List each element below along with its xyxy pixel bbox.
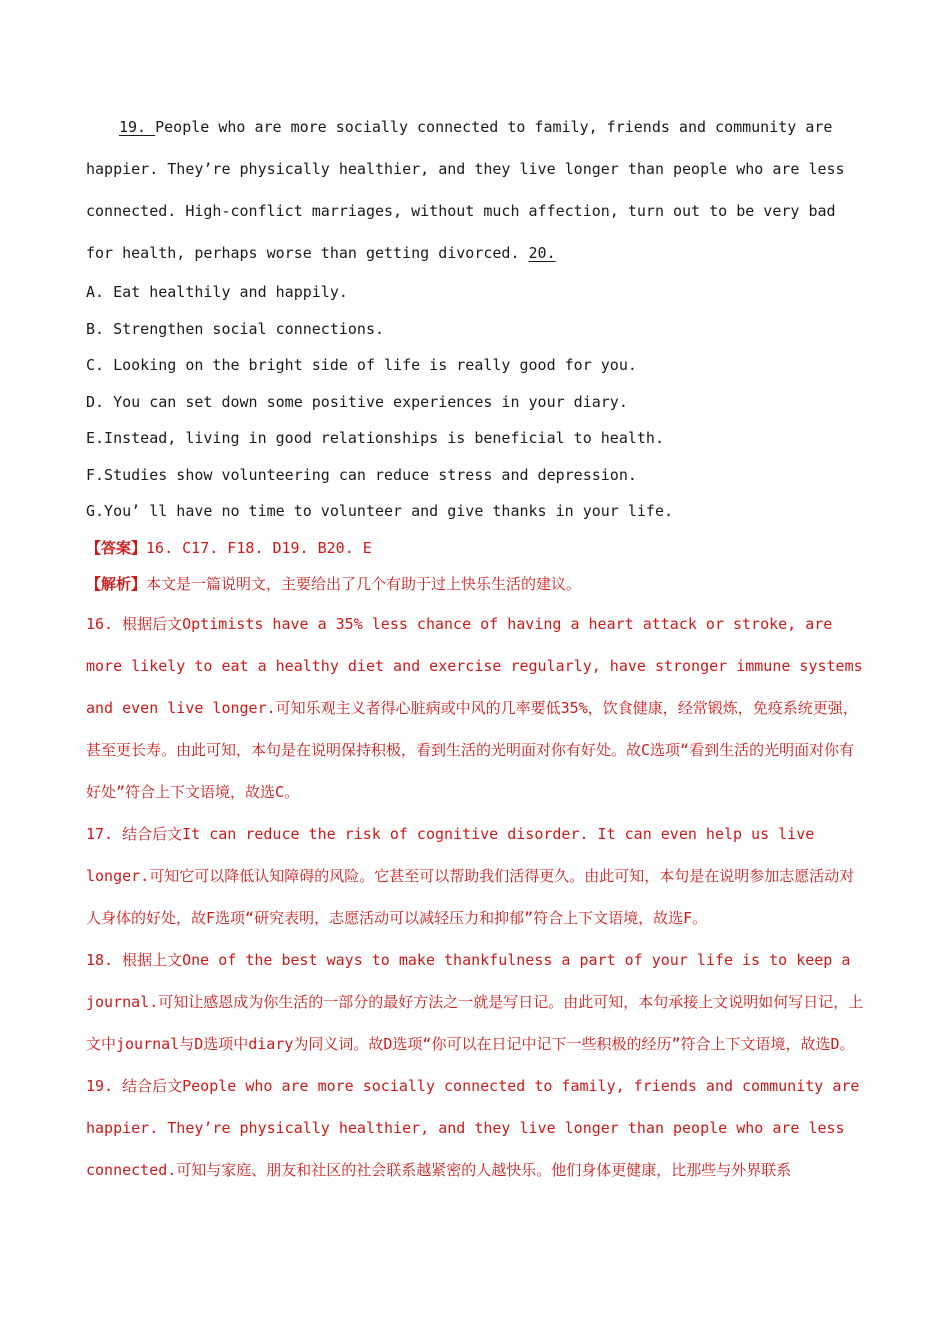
option-a: A. Eat healthily and happily. (86, 283, 348, 301)
explanation-18: 18. 根据上文One of the best ways to make thankfulness a part of your life is to keep a journal.可知让感恩成为你生活的一部分的最好方法之一就是写日记。由此可知，本句承接上文说明如何写日记，上文中journal与D选项中diary为同义词。故D选项“你可以在日记中记下一些积极的经历”符合上下文语境，故选D。 (86, 950, 864, 1053)
passage-text: People who are more socially connected to family, friends and community are happier. They’re physically healthier, and they live longer than people who are less connected. High-conflict marriages, without much affection, turn out to be very bad for health, perhaps worse than getting divorced. (86, 118, 845, 262)
explanations-list (86, 603, 866, 1191)
option-b: B. Strengthen social connections. (86, 319, 385, 338)
option-d: D. You can set down some positive experiences in your diary. (86, 392, 628, 411)
answer-line (86, 530, 866, 567)
option-e: E.Instead, living in good relationships is beneficial to health. (86, 429, 664, 447)
option-g: G.You’ ll have no time to volunteer and give thanks in your life. (86, 502, 673, 520)
blank-20: 20. (528, 244, 556, 262)
passage-paragraph (86, 106, 866, 274)
explanation-16: 16. 根据后文Optimists have a 35% less chance of having a heart attack or stroke, are more likely to eat a healthy diet and exercise regularly, have stronger immune systems and even live longer.可知乐观主义者得心脏病或中风的几率要低35%，饮食健康，经常锻炼，免疫系统更强，甚至更长寿。由此可知，本句是在说明保持积极，看到生活的光明面对你有好处。故C选项“看到生活的光明面对你有好处”符合上下文语境，故选C。 (86, 614, 863, 801)
options-list (86, 274, 866, 530)
answer-label: 【答案】 (86, 538, 147, 557)
blank-19: 19. (119, 118, 156, 136)
analysis-text: 本文是一篇说明文，主要给出了几个有助于过上快乐生活的建议。 (146, 575, 582, 593)
analysis-label: 【解析】 (86, 575, 147, 593)
option-f: F.Studies show volunteering can reduce stress and depression. (86, 465, 637, 484)
analysis-line (86, 566, 866, 603)
answer-text: 16. C17. F18. D19. B20. E (146, 538, 372, 557)
document-content (86, 106, 866, 1191)
explanation-17: 17. 结合后文It can reduce the risk of cognitive disorder. It can even help us live longer.可知它可以降低认知障碍的风险。它甚至可以帮助我们活得更久。由此可知，本句是在说明参加志愿活动对人身体的好处，故F选项“研究表明，志愿活动可以减轻压力和抑郁”符合上下文语境，故选F。 (86, 824, 855, 927)
explanation-19: 19. 结合后文People who are more socially connected to family, friends and community are happier. They’re physically healthier, and they live longer than people who are less connected.可知与家庭、朋友和社区的社会联系越紧密的人越快乐。他们身体更健康，比那些与外界联系 (86, 1076, 860, 1179)
option-c: C. Looking on the bright side of life is really good for you. (86, 356, 637, 374)
